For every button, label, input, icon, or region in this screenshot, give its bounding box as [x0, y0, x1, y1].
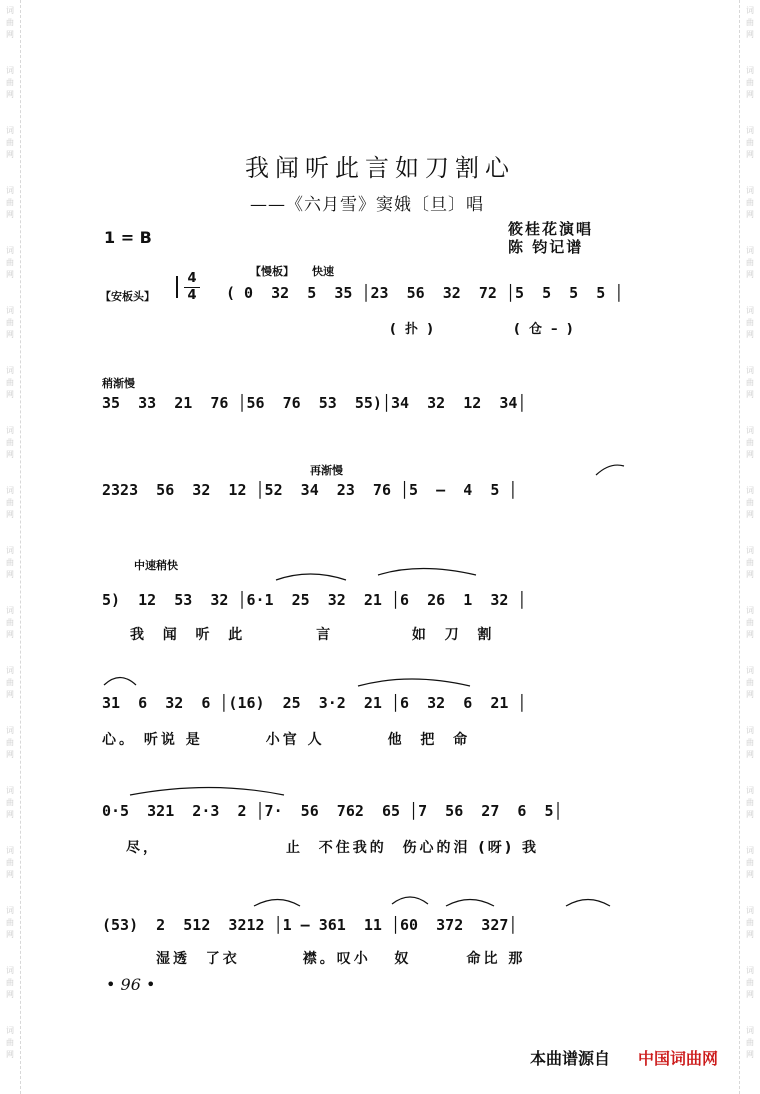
time-signature-bottom: 4 [187, 288, 197, 303]
watermark-char: 词 [746, 786, 754, 795]
slur [596, 465, 624, 475]
slur [392, 897, 428, 904]
notation-row-5: 31 6 32 6 │(16) 25 3·2 21 │6 32 6 21 │ [102, 694, 527, 712]
watermark-char: 曲 [746, 378, 754, 387]
watermark-char: 网 [6, 1050, 14, 1059]
watermark-char: 词 [746, 606, 754, 615]
page-number: • 96 • [106, 975, 156, 994]
watermark-char: 词 [746, 966, 754, 975]
watermark-char: 网 [6, 930, 14, 939]
watermark-char: 网 [746, 570, 754, 579]
watermark-char: 词 [746, 306, 754, 315]
watermark-char: 词 [6, 186, 14, 195]
watermark-char: 词 [746, 6, 754, 15]
watermark-char: 网 [6, 330, 14, 339]
intro-label: 【安板头】 [100, 290, 155, 303]
watermark-char: 曲 [6, 378, 14, 387]
watermark-char: 词 [746, 1026, 754, 1035]
watermark-char: 词 [746, 906, 754, 915]
watermark-char: 曲 [6, 198, 14, 207]
watermark-char: 词 [6, 726, 14, 735]
slur [104, 678, 136, 686]
watermark-char: 曲 [746, 738, 754, 747]
watermark-char: 词 [746, 366, 754, 375]
watermark-char: 词 [746, 546, 754, 555]
watermark-char: 曲 [6, 1038, 14, 1047]
notation-row-3: 2323 56 32 12 │52 34 23 76 │5 – 4 5 │ [102, 481, 518, 499]
slur [130, 788, 284, 796]
watermark-char: 曲 [746, 858, 754, 867]
watermark-char: 网 [746, 810, 754, 819]
watermark-char: 曲 [746, 978, 754, 987]
watermark-char: 网 [6, 450, 14, 459]
watermark-char: 曲 [6, 258, 14, 267]
watermark-char: 网 [746, 450, 754, 459]
watermark-char: 词 [746, 426, 754, 435]
watermark-char: 词 [6, 486, 14, 495]
song-title: 我闻听此言如刀割心 [245, 154, 515, 182]
watermark-char: 曲 [746, 438, 754, 447]
watermark-char: 网 [6, 270, 14, 279]
watermark-char: 曲 [6, 798, 14, 807]
again-slower-mark: 再渐慢 [310, 464, 343, 477]
watermark-char: 词 [6, 366, 14, 375]
watermark-char: 网 [746, 750, 754, 759]
watermark-char: 网 [746, 30, 754, 39]
watermark-char: 网 [746, 1050, 754, 1059]
notation-row-1: ( 0 32 5 35 │23 56 32 72 │5 5 5 5 │ [226, 284, 624, 302]
watermark-char: 网 [6, 570, 14, 579]
watermark-char: 词 [6, 666, 14, 675]
notation-row-4: 5) 12 53 32 │6·1 25 32 21 │6 26 1 32 │ [102, 591, 527, 609]
time-signature-top: 4 [187, 271, 197, 286]
watermark-char: 曲 [6, 438, 14, 447]
watermark-char: 网 [746, 390, 754, 399]
watermark-char: 曲 [746, 558, 754, 567]
watermark-char: 曲 [6, 978, 14, 987]
watermark-char: 网 [746, 330, 754, 339]
watermark-char: 网 [6, 990, 14, 999]
watermark-char: 曲 [6, 138, 14, 147]
watermark-char: 词 [6, 966, 14, 975]
watermark-char: 曲 [6, 498, 14, 507]
watermark-char: 词 [6, 846, 14, 855]
watermark-char: 词 [6, 906, 14, 915]
slur [446, 900, 494, 907]
gradually-slower-mark: 稍渐慢 [102, 377, 135, 390]
watermark-char: 曲 [746, 78, 754, 87]
notation-row-6: 0·5 321 2·3 2 │7· 56 762 65 │7 56 27 6 5│ [102, 802, 563, 820]
watermark-char: 网 [746, 870, 754, 879]
notation-credit: 陈 钧记谱 [508, 238, 584, 256]
watermark-char: 网 [746, 150, 754, 159]
lyrics-row-5: 心。 听说 是 小官 人 他 把 命 [102, 732, 471, 748]
song-subtitle: ——《六月雪》窦娥〔旦〕唱 [250, 195, 484, 215]
watermark-char: 曲 [746, 618, 754, 627]
watermark-char: 网 [6, 30, 14, 39]
watermark-char: 曲 [746, 258, 754, 267]
lyrics-row-7: 湿透 了衣 襟。叹小 奴 命比 那 [156, 951, 526, 967]
watermark-char: 曲 [746, 498, 754, 507]
watermark-char: 曲 [6, 558, 14, 567]
watermark-char: 词 [6, 1026, 14, 1035]
watermark-char: 词 [746, 246, 754, 255]
watermark-char: 词 [746, 66, 754, 75]
watermark-char: 网 [746, 90, 754, 99]
percussion-cang: ( 仓 – ) [514, 322, 573, 337]
watermark-char: 网 [746, 630, 754, 639]
watermark-char: 曲 [6, 18, 14, 27]
slur [358, 679, 470, 686]
watermark-char: 曲 [746, 198, 754, 207]
percussion-pu: ( 扑 ) [390, 322, 433, 337]
watermark-char: 网 [746, 510, 754, 519]
watermark-char: 网 [6, 690, 14, 699]
watermark-char: 词 [6, 426, 14, 435]
watermark-char: 网 [746, 210, 754, 219]
watermark-char: 词 [746, 486, 754, 495]
slur [566, 900, 610, 907]
watermark-char: 网 [6, 390, 14, 399]
slur [254, 900, 300, 907]
notation-row-7: (53) 2 512 3212 │1 – 361 11 │60 372 327│ [102, 916, 518, 934]
watermark-char: 网 [6, 810, 14, 819]
watermark-char: 曲 [746, 138, 754, 147]
slow-tempo-mark: 【慢板】 [250, 265, 294, 278]
watermark-char: 词 [746, 846, 754, 855]
singer-credit: 筱桂花演唱 [508, 220, 594, 238]
watermark-char: 词 [746, 186, 754, 195]
watermark-char: 网 [6, 210, 14, 219]
lyrics-row-4: 我 闻 听 此 言 如 刀 割 [130, 627, 495, 643]
watermark-char: 曲 [6, 318, 14, 327]
fast-tempo-mark: 快速 [312, 265, 334, 278]
watermark-char: 网 [6, 90, 14, 99]
watermark-char: 词 [6, 6, 14, 15]
key-signature: 1 = B [104, 228, 152, 247]
medium-fast-mark: 中速稍快 [134, 559, 178, 572]
watermark-char: 网 [6, 150, 14, 159]
watermark-char: 词 [746, 126, 754, 135]
watermark-char: 曲 [6, 918, 14, 927]
watermark-char: 曲 [746, 318, 754, 327]
watermark-char: 曲 [6, 78, 14, 87]
watermark-char: 词 [6, 786, 14, 795]
watermark-char: 词 [6, 66, 14, 75]
source-prefix: 本曲谱源自 [530, 1049, 611, 1068]
watermark-char: 曲 [746, 798, 754, 807]
watermark-char: 网 [6, 630, 14, 639]
watermark-char: 词 [746, 666, 754, 675]
slur [378, 569, 476, 576]
lyrics-row-6: 尽， 止 不住我的 伤心的泪 (呀) 我 [126, 840, 540, 856]
watermark-char: 网 [746, 690, 754, 699]
watermark-char: 网 [746, 990, 754, 999]
watermark-char: 网 [746, 270, 754, 279]
watermark-char: 网 [6, 870, 14, 879]
watermark-char: 曲 [6, 618, 14, 627]
watermark-char: 曲 [746, 678, 754, 687]
watermark-char: 词 [6, 246, 14, 255]
watermark-char: 曲 [746, 918, 754, 927]
watermark-char: 曲 [6, 858, 14, 867]
watermark-char: 词 [6, 126, 14, 135]
watermark-char: 网 [6, 750, 14, 759]
source-site-link[interactable]: 中国词曲网 [638, 1049, 719, 1068]
watermark-char: 词 [6, 546, 14, 555]
watermark-char: 曲 [6, 738, 14, 747]
watermark-char: 词 [6, 606, 14, 615]
watermark-char: 曲 [6, 678, 14, 687]
watermark-char: 曲 [746, 1038, 754, 1047]
watermark-char: 曲 [746, 18, 754, 27]
watermark-char: 词 [746, 726, 754, 735]
watermark-char: 网 [746, 930, 754, 939]
slur [276, 574, 346, 580]
notation-row-2: 35 33 21 76 │56 76 53 55)│34 32 12 34│ [102, 394, 527, 412]
watermark-char: 词 [6, 306, 14, 315]
watermark-char: 网 [6, 510, 14, 519]
